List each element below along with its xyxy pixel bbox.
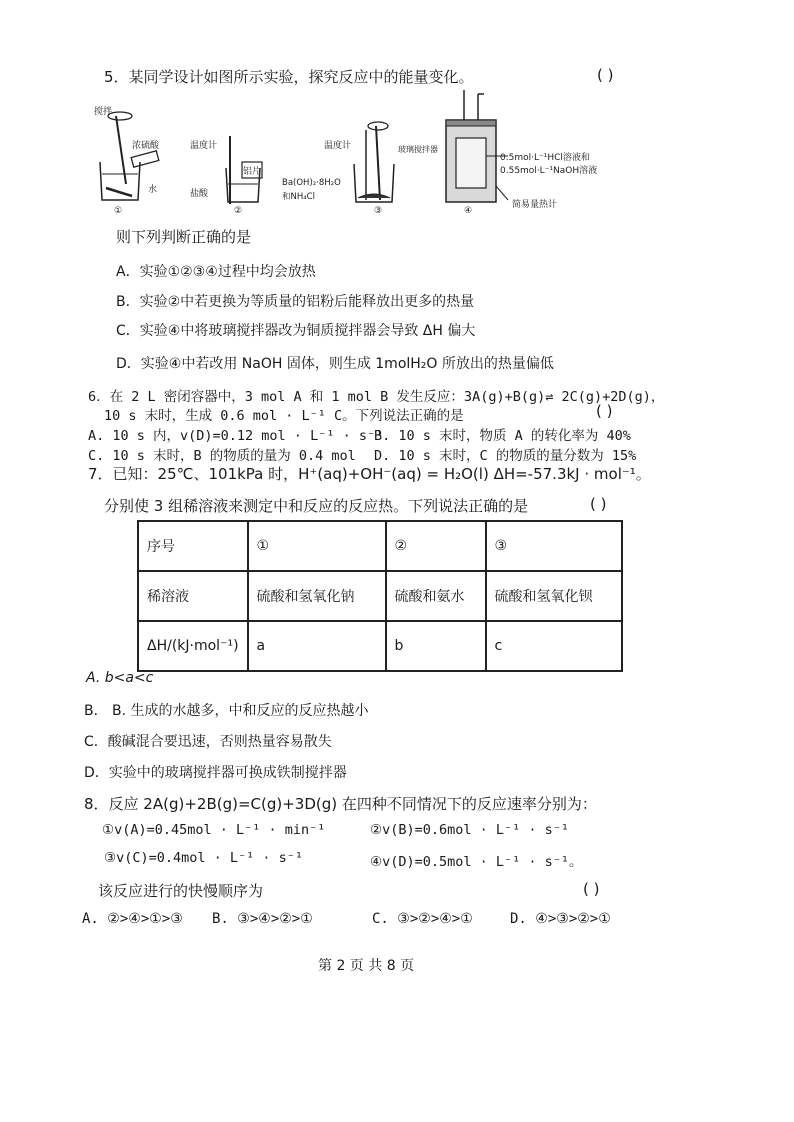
q7-option-a: A. b<a<c: [86, 670, 154, 686]
table-cell: ①: [248, 521, 386, 571]
q5-option-c: C．实验④中将玻璃搅拌器改为铜质搅拌器会导致 ΔH 偏大: [116, 323, 476, 339]
experiment-1-figure: [92, 104, 188, 220]
table-cell: c: [486, 621, 622, 671]
q7-option-b: B． B. 生成的水越多，中和反应的反应热越小: [84, 703, 369, 719]
fig2-label-hcl: 盐酸: [190, 189, 209, 199]
fig4-label-naoh: 0.55mol·L⁻¹NaOH溶液: [500, 166, 598, 176]
fig1-label-stir: 搅拌: [94, 107, 113, 117]
experiment-4-figure: [438, 90, 634, 220]
q7-answer-paren: ( ): [590, 495, 607, 513]
experiment-3-figure: [282, 104, 438, 220]
q7-stem-line1: 7．已知：25℃、101kPa 时，H⁺(aq)+OH⁻(aq) = H₂O(l) ΔH=-57.3kJ · mol⁻¹。: [88, 465, 651, 483]
fig3-label-number: ③: [374, 206, 383, 216]
q6-option-d: D. 10 s 末时，C 的物质的量分数为 15%: [374, 448, 637, 464]
fig2-label-number: ②: [234, 206, 243, 216]
fig2-label-al: 铝片: [243, 167, 262, 177]
q8-rate-1: ①v(A)=0.45mol · L⁻¹ · min⁻¹: [102, 822, 326, 838]
table-cell: 稀溶液: [138, 571, 248, 621]
fig4-label-hcl: 0.5mol·L⁻¹HCl溶液和: [500, 153, 590, 163]
q6-stem-line1: 6．在 2 L 密闭容器中，3 mol A 和 1 mol B 发生反应：3A(g)+B(g)⇌ 2C(g)+2D(g)，: [88, 389, 665, 405]
table-cell: ΔH/(kJ·mol⁻¹): [138, 621, 248, 671]
q5-option-d: D．实验④中若改用 NaOH 固体，则生成 1molH₂O 所放出的热量偏低: [116, 356, 554, 372]
table-cell: 硫酸和氢氧化钠: [248, 571, 386, 621]
fig3-label-baoh: Ba(OH)₂·8H₂O: [282, 178, 341, 188]
q8-option-b: B. ③>④>②>①: [212, 911, 313, 927]
table-cell: a: [248, 621, 386, 671]
q8-lead: 该反应进行的快慢顺序为: [98, 882, 264, 900]
q8-answer-paren: ( ): [583, 880, 600, 898]
q5-option-a: A．实验①②③④过程中均会放热: [116, 264, 316, 280]
q6-stem-line2: 10 s 末时，生成 0.6 mol · L⁻¹ C。下列说法正确的是: [104, 408, 464, 424]
q5-option-b: B．实验②中若更换为等质量的铝粉后能释放出更多的热量: [116, 294, 475, 310]
q5-stem: 5．某同学设计如图所示实验，探究反应中的能量变化。: [104, 68, 474, 86]
fig4-label-number: ④: [464, 206, 473, 216]
q7-data-table: [137, 520, 623, 672]
q7-stem-line2: 分别使 3 组稀溶液来测定中和反应的反应热。下列说法正确的是: [104, 497, 529, 515]
table-cell: 硫酸和氨水: [386, 571, 486, 621]
q8-rate-2: ②v(B)=0.6mol · L⁻¹ · s⁻¹: [370, 822, 570, 838]
fig3-label-stirrer: 玻璃搅拌器: [398, 145, 438, 154]
q6-option-b: B. 10 s 末时，物质 A 的转化率为 40%: [374, 428, 631, 444]
q7-option-c: C．酸碱混合要迅速，否则热量容易散失: [84, 734, 332, 750]
fig2-label-thermometer: 温度计: [190, 141, 218, 151]
q6-answer-paren: ( ): [596, 402, 613, 420]
q6-option-c: C. 10 s 末时，B 的物质的量为 0.4 mol: [88, 448, 356, 464]
table-row: [138, 571, 622, 621]
q7-option-d: D．实验中的玻璃搅拌器可换成铁制搅拌器: [84, 765, 347, 781]
fig1-label-water: 水: [148, 185, 158, 195]
q5-lead: 则下列判断正确的是: [116, 228, 252, 246]
q8-stem: 8．反应 2A(g)+2B(g)=C(g)+3D(g) 在四种不同情况下的反应速率分别为：: [84, 795, 597, 813]
table-cell: 序号: [138, 521, 248, 571]
q8-rate-4: ④v(D)=0.5mol · L⁻¹ · s⁻¹。: [370, 854, 583, 870]
q8-option-c: C. ③>②>④>①: [372, 911, 473, 927]
table-cell: ③: [486, 521, 622, 571]
table-cell: ②: [386, 521, 486, 571]
q8-rate-3: ③v(C)=0.4mol · L⁻¹ · s⁻¹: [104, 850, 304, 866]
q5-answer-paren: ( ): [597, 66, 614, 84]
fig1-label-number: ①: [114, 206, 123, 216]
table-row: [138, 521, 622, 571]
fig3-label-thermometer: 温度计: [324, 141, 352, 151]
fig4-label-calorimeter: 简易量热计: [512, 200, 558, 210]
table-cell: b: [386, 621, 486, 671]
q8-option-a: A. ②>④>①>③: [82, 911, 183, 927]
table-cell: 硫酸和氢氧化钡: [486, 571, 622, 621]
page-footer: 第 2 页 共 8 页: [318, 958, 415, 974]
table-row: [138, 621, 622, 671]
fig1-label-acid: 浓硫酸: [132, 141, 160, 151]
fig3-label-nh4cl: 和NH₄Cl: [282, 192, 315, 202]
q8-option-d: D. ④>③>②>①: [510, 911, 611, 927]
experiment-2-figure: [190, 104, 270, 220]
q6-option-a: A. 10 s 内，v(D)=0.12 mol · L⁻¹ · s⁻¹: [88, 428, 384, 444]
